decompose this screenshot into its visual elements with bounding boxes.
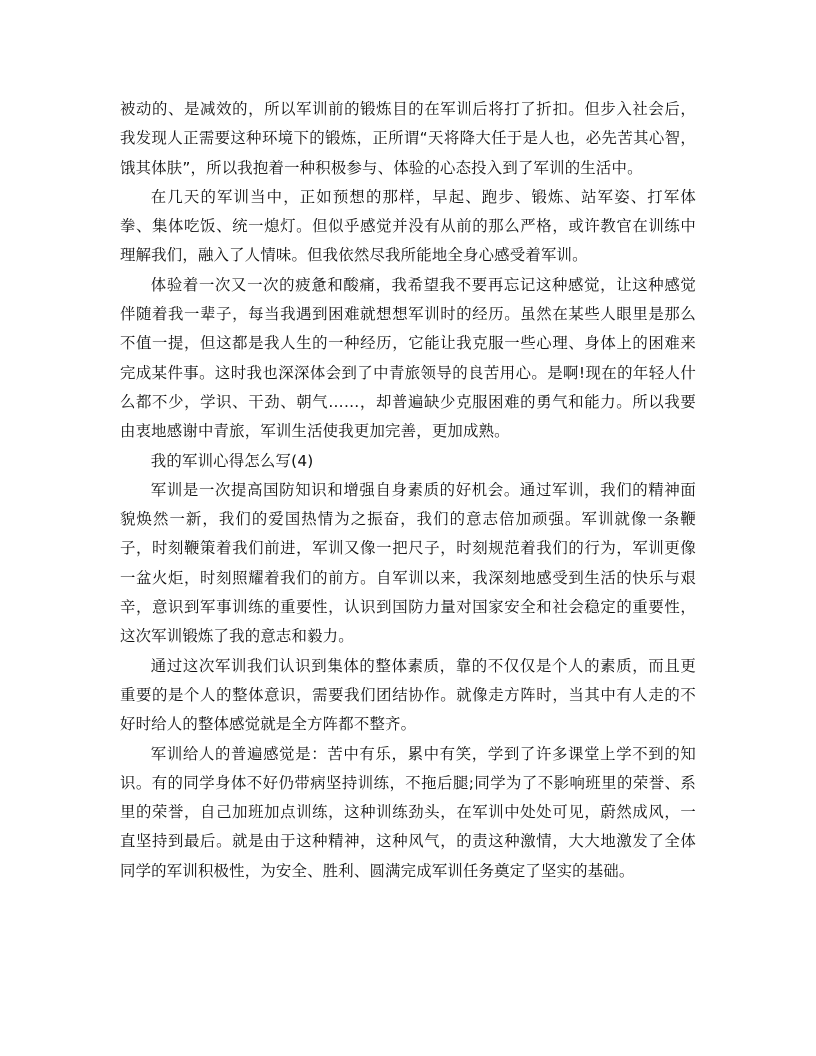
- paragraph-continuation: 被动的、是减效的，所以军训前的锻炼目的在军训后将打了折扣。但步入社会后，我发现人正需要这种环境下的锻炼，正所谓“天将降大任于是人也，必先苦其心智，饿其体肤”，所以我抱着一种积极参与、体验的心态投入到了军训的生活中。: [120, 100, 696, 177]
- paragraph: 军训是一次提高国防知识和增强自身素质的好机会。通过军训，我们的精神面貌焕然一新，我们的爱国热情为之振奋，我们的意志倍加顽强。军训就像一条鞭子，时刻鞭策着我们前进，军训又像一把尺子，时刻规范着我们的行为，军训更像一盆火炬，时刻照耀着我们的前方。自军训以来，我深刻地感受到生活的快乐与艰辛，意识到军事训练的重要性，认识到国防力量对国家安全和社会稳定的重要性，这次军训锻炼了我的意志和毅力。: [120, 480, 696, 646]
- paragraph: 在几天的军训当中，正如预想的那样，早起、跑步、锻炼、站军姿、打军体拳、集体吃饭、统一熄灯。但似乎感觉并没有从前的那么严格，或许教官在训练中理解我们，融入了人情味。但我依然尽我所能地全身心感受着军训。: [120, 187, 696, 265]
- document-body: [120, 95, 696, 886]
- paragraph: 通过这次军训我们认识到集体的整体素质，靠的不仅仅是个人的素质，而且更重要的是个人的整体意识，需要我们团结协作。就像走方阵时，当其中有人走的不好时给人的整体感觉就是全方阵都不整齐。: [120, 656, 696, 734]
- section-heading: 我的军训心得怎么写(4): [150, 451, 314, 470]
- paragraph: 体验着一次又一次的疲惫和酸痛，我希望我不要再忘记这种感觉，让这种感觉伴随着我一辈子，每当我遇到困难就想想军训时的经历。虽然在某些人眼里是那么不值一提，但这都是我人生的一种经历，它能让我克服一些心理、身体上的困难来完成某件事。这时我也深深体会到了中青旅领导的良苦用心。是啊!现在的年轻人什么都不少，学识、干劲、朝气……，却普遍缺少克服困难的勇气和能力。所以我要由衷地感谢中青旅，军训生活使我更加完善，更加成熟。: [120, 275, 696, 441]
- paragraph: 军训给人的普遍感觉是：苦中有乐，累中有笑，学到了许多课堂上学不到的知识。有的同学身体不好仍带病坚持训练，不拖后腿;同学为了不影响班里的荣誉、系里的荣誉，自己加班加点训练，这种训练劲头，在军训中处处可见，蔚然成风，一直坚持到最后。就是由于这种精神，这种风气，的责这种激情，大大地激发了全体同学的军训积极性，为安全、胜利、圆满完成军训任务奠定了坚实的基础。: [120, 744, 696, 880]
